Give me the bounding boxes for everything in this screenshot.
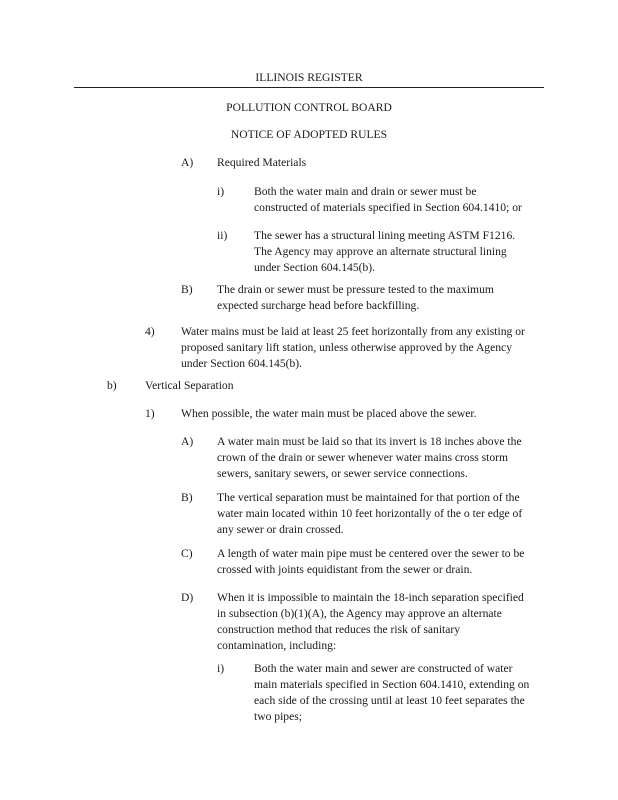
item-1di-line: main materials specified in Section 604.1410, extending on [254, 678, 530, 691]
item-ai-line: constructed of materials specified in Section 604.1410; or [254, 201, 522, 214]
item-ai-marker: i) [217, 185, 225, 198]
item-1-marker: 1) [145, 407, 155, 420]
item-1c-line: A length of water main pipe must be centered over the sewer to be [217, 547, 525, 560]
item-4-line: under Section 604.145(b). [181, 357, 303, 370]
item-1d-line: in subsection (b)(1)(A), the Agency may approve an alternate [217, 607, 502, 620]
item-1b-line: any sewer or drain crossed. [217, 523, 344, 536]
item-1a-marker: A) [181, 435, 194, 448]
item-1c-line: crossed with joints equidistant from the sewer or drain. [217, 563, 473, 576]
header-rule [74, 87, 544, 88]
item-ai-line: Both the water main and drain or sewer must be [254, 185, 477, 198]
item-1d-line: When it is impossible to maintain the 18-inch separation specified [217, 591, 524, 604]
item-1-text: When possible, the water main must be placed above the sewer. [181, 407, 477, 420]
item-1a-line: crown of the drain or sewer whenever water mains cross storm [217, 451, 509, 464]
item-b-line: expected surcharge head before backfilling. [217, 299, 420, 312]
item-aii-marker: ii) [217, 229, 228, 242]
register-title: ILLINOIS REGISTER [255, 71, 363, 84]
item-b-marker: B) [181, 283, 193, 296]
item-4-line: proposed sanitary lift station, unless otherwise approved by the Agency [181, 341, 512, 354]
item-1di-line: each side of the crossing until at least 10 feet separates the [254, 694, 525, 707]
item-4-marker: 4) [145, 325, 155, 338]
item-a-heading: Required Materials [217, 156, 307, 169]
item-1b-line: water main located within 10 feet horizontally of the o ter edge of [217, 507, 523, 520]
item-aii-line: under Section 604.145(b). [254, 261, 376, 274]
item-b-line: The drain or sewer must be pressure tested to the maximum [217, 283, 494, 296]
item-1a-line: A water main must be laid so that its invert is 18 inches above the [217, 435, 522, 448]
section-b-marker: b) [107, 379, 117, 392]
item-1d-line: construction method that reduces the risk of sanitary [217, 623, 461, 636]
item-1b-line: The vertical separation must be maintained for that portion of the [217, 491, 520, 504]
item-aii-line: The Agency may approve an alternate structural lining [254, 245, 507, 258]
item-1di-marker: i) [217, 662, 225, 675]
item-1b-marker: B) [181, 491, 193, 504]
notice-title: NOTICE OF ADOPTED RULES [230, 128, 388, 141]
item-a-marker: A) [181, 156, 194, 169]
item-1di-line: Both the water main and sewer are constructed of water [254, 662, 513, 675]
item-1a-line: sewers, sanitary sewers, or sewer service connections. [217, 467, 468, 480]
item-1di-line: two pipes; [254, 710, 302, 723]
item-1d-line: contamination, including: [217, 639, 337, 652]
item-1c-marker: C) [181, 547, 193, 560]
item-4-line: Water mains must be laid at least 25 feet horizontally from any existing or [181, 325, 525, 338]
section-b-heading: Vertical Separation [145, 379, 234, 392]
item-1d-marker: D) [181, 591, 194, 604]
board-title: POLLUTION CONTROL BOARD [226, 101, 392, 114]
item-aii-line: The sewer has a structural lining meeting ASTM F1216. [254, 229, 516, 242]
